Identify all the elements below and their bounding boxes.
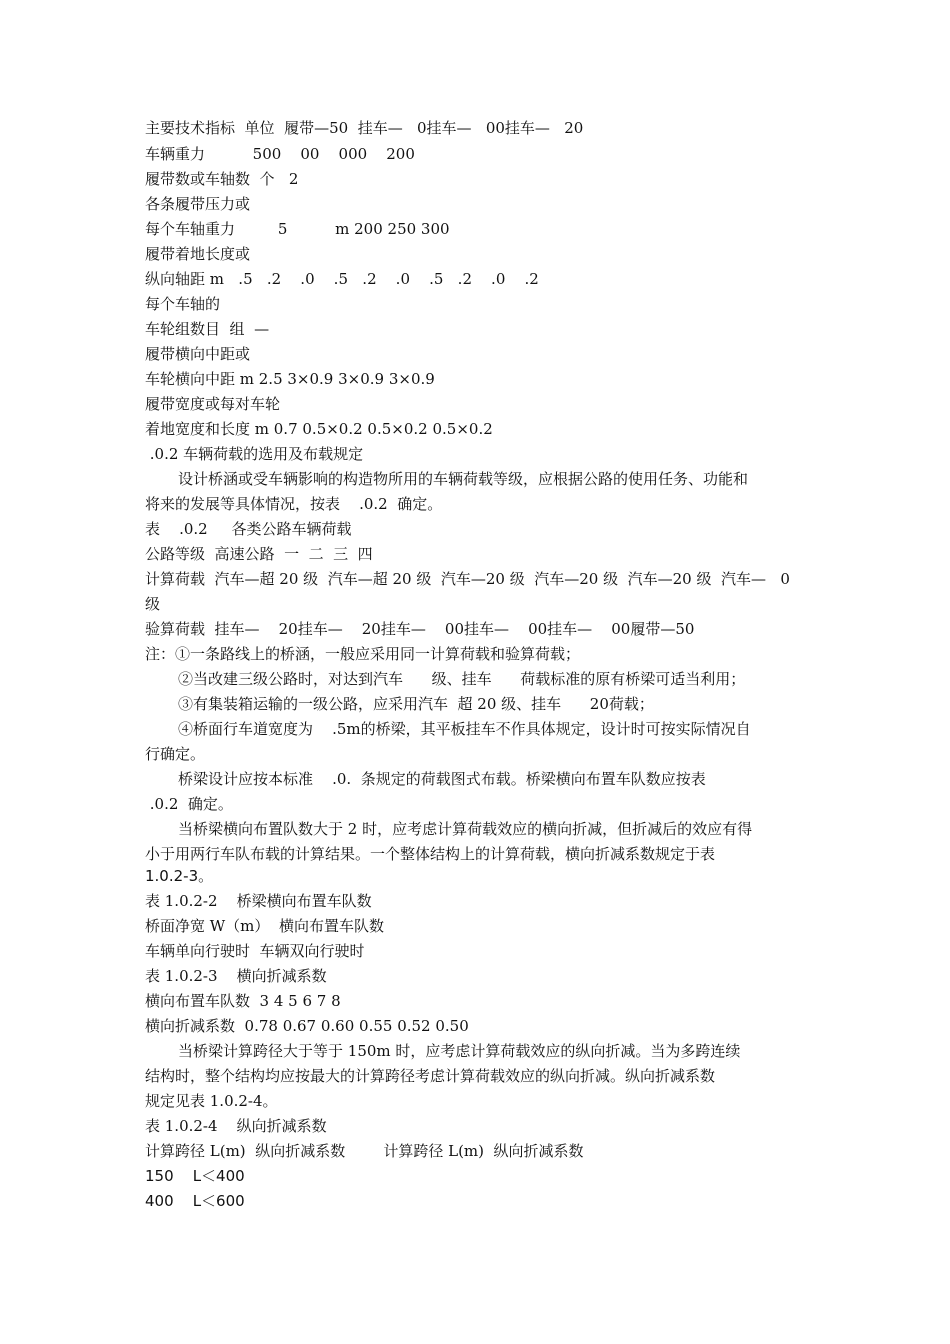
spec-row-spacing-a: 履带横向中距或 — [145, 345, 251, 363]
table-caption-vehicle-loads: 表 .0.2 各类公路车辆荷载 — [145, 520, 352, 538]
design-load-row: 计算荷载 汽车—超 20 级 汽车—超 20 级 汽车—20 级 汽车—20 级 汽车—20 级 汽车— 0 — [145, 570, 790, 588]
note-2: ②当改建三级公路时，对达到汽车 级、挂车 荷载标准的原有桥梁可适当利用； — [178, 670, 746, 688]
paragraph-3-line-2: 小于用两行车队布载的计算结果。一个整体结构上的计算荷载，横向折减系数规定于表 — [145, 845, 716, 863]
paragraph-3-line-3: 1.0.2-3。 — [145, 867, 214, 885]
paragraph-1-line-2: 将来的发展等具体情况，按表 .0.2 确定。 — [145, 495, 443, 513]
paragraph-4-line-3: 规定见表 1.0.2-4。 — [145, 1092, 278, 1110]
paragraph-4-line-2: 结构时，整个结构均应按最大的计算跨径考虑计算荷载效应的纵向折减。纵向折减系数 — [145, 1067, 716, 1085]
spec-row-pressure-b: 每个车轴重力 5 m 200 250 300 — [145, 220, 450, 238]
spec-row-length-a: 履带着地长度或 — [145, 245, 251, 263]
table-caption-1-0-2-3: 表 1.0.2-3 横向折减系数 — [145, 967, 327, 985]
table-1-0-2-4-header: 计算跨径 L(m) 纵向折减系数 计算跨径 L(m) 纵向折减系数 — [145, 1142, 584, 1160]
paragraph-2-line-1: 桥梁设计应按本标准 .0. 条规定的荷载图式布载。桥梁横向布置车队数应按表 — [178, 770, 706, 788]
paragraph-4-line-1: 当桥梁计算跨径大于等于 150m 时，应考虑计算荷载效应的纵向折减。当为多跨连续 — [178, 1042, 741, 1060]
note-3: ③有集装箱运输的一级公路，应采用汽车 超 20 级、挂车 20荷载； — [178, 695, 654, 713]
note-4-wrap: 行确定。 — [145, 745, 206, 763]
note-4: ④桥面行车道宽度为 .5m的桥梁，其平板挂车不作具体规定，设计时可按实际情况自 — [178, 720, 751, 738]
spec-table-header: 主要技术指标 单位 履带—50 挂车— 0挂车— 00挂车— 20 — [145, 119, 584, 137]
road-grade-row: 公路等级 高速公路 一 二 三 四 — [145, 545, 373, 563]
paragraph-3-line-1: 当桥梁横向布置队数大于 2 时，应考虑计算荷载效应的横向折减，但折减后的效应有得 — [178, 820, 753, 838]
note-1: 注：①一条路线上的桥涵，一般应采用同一计算荷载和验算荷载； — [145, 645, 581, 663]
spec-row-width-b: 着地宽度和长度 m 0.7 0.5×0.2 0.5×0.2 0.5×0.2 — [145, 420, 493, 438]
spec-row-wheels-b: 车轮组数目 组 — — [145, 320, 270, 338]
paragraph-2-line-2: .0.2 确定。 — [145, 795, 233, 813]
design-load-row-wrap: 级 — [145, 595, 161, 613]
table-1-0-2-3-row-2: 横向折减系数 0.78 0.67 0.60 0.55 0.52 0.50 — [145, 1017, 469, 1035]
table-1-0-2-4-row-2: 400 L＜600 — [145, 1192, 245, 1210]
table-caption-1-0-2-2: 表 1.0.2-2 桥梁横向布置车队数 — [145, 892, 372, 910]
spec-row-weight: 车辆重力 500 00 000 200 — [145, 145, 415, 163]
table-1-0-2-2-subheader: 车辆单向行驶时 车辆双向行驶时 — [145, 942, 365, 960]
spec-row-wheels-a: 每个车轴的 — [145, 295, 221, 313]
table-1-0-2-2-header: 桥面净宽 W（m） 横向布置车队数 — [145, 917, 384, 935]
table-caption-1-0-2-4: 表 1.0.2-4 纵向折减系数 — [145, 1117, 327, 1135]
section-heading: .0.2 车辆荷载的选用及布载规定 — [145, 445, 364, 463]
table-1-0-2-3-row-1: 横向布置车队数 3 4 5 6 7 8 — [145, 992, 341, 1010]
spec-row-axles: 履带数或车轴数 个 2 — [145, 170, 299, 188]
spec-row-pressure-a: 各条履带压力或 — [145, 195, 251, 213]
spec-row-length-b: 纵向轴距 m .5 .2 .0 .5 .2 .0 .5 .2 .0 .2 — [145, 270, 539, 288]
check-load-row: 验算荷载 挂车— 20挂车— 20挂车— 00挂车— 00挂车— 00履带—50 — [145, 620, 695, 638]
spec-row-width-a: 履带宽度或每对车轮 — [145, 395, 281, 413]
spec-row-spacing-b: 车轮横向中距 m 2.5 3×0.9 3×0.9 3×0.9 — [145, 370, 435, 388]
paragraph-1-line-1: 设计桥涵或受车辆影响的构造物所用的车辆荷载等级，应根据公路的使用任务、功能和 — [178, 470, 749, 488]
table-1-0-2-4-row-1: 150 L＜400 — [145, 1167, 245, 1185]
